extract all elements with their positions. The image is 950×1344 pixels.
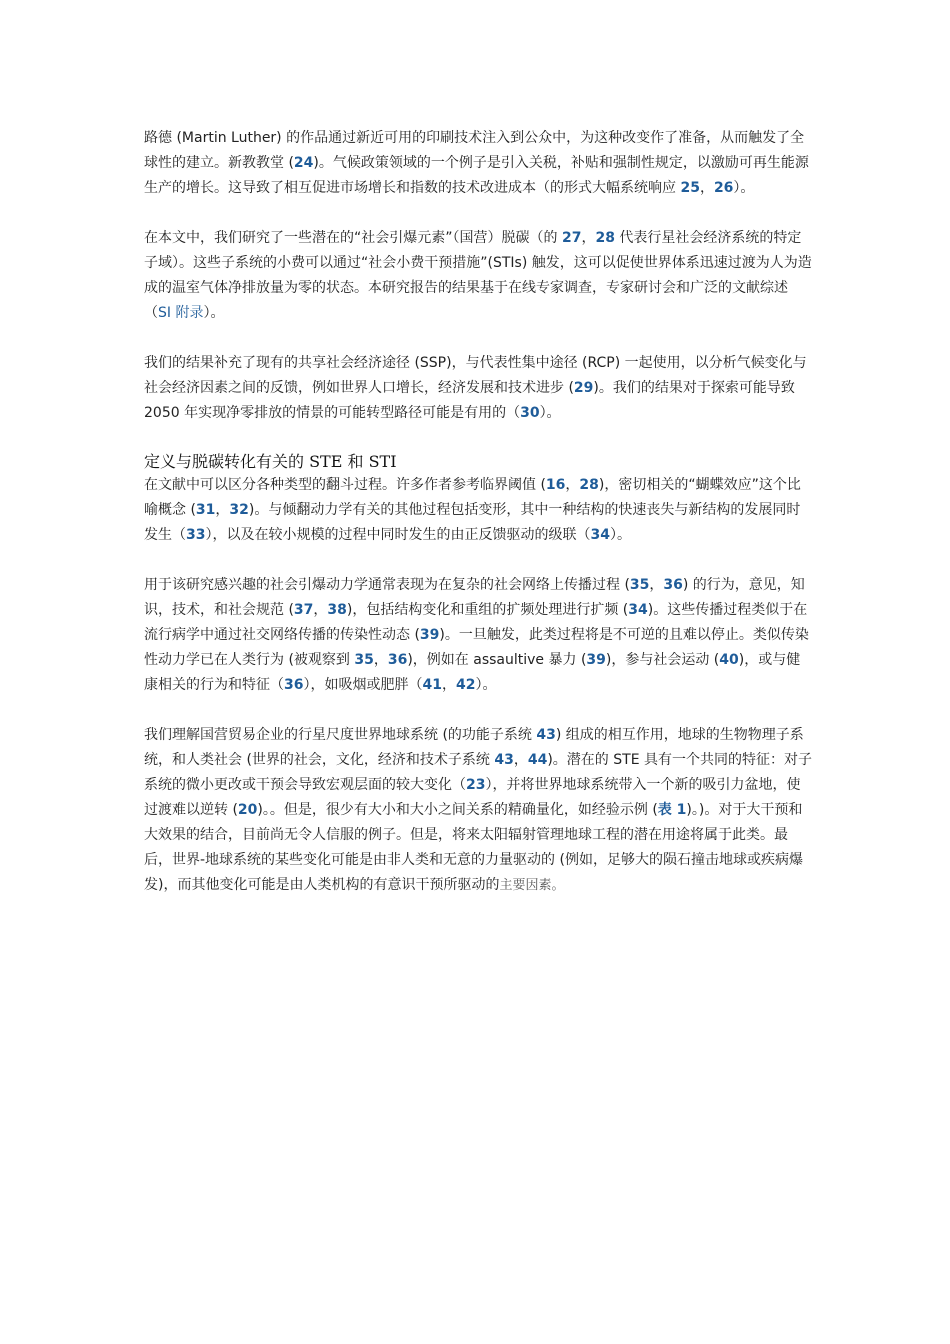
reference-link[interactable]: 34 (628, 602, 648, 618)
paragraph-text: ）。 (609, 527, 631, 543)
reference-link[interactable]: 38 (327, 602, 347, 618)
paragraph-text: ， (581, 230, 596, 246)
paragraph (144, 226, 812, 326)
paragraph-text: 我们的结果补充了现有的共享社会经济途径 (SSP)，与代表性集中途径 (RCP) 一起使用，以分析气候变化与社会经济因素之间的反馈，例如世界人口增长，经济发展和技术进步 ( (144, 355, 807, 396)
reference-link[interactable]: 35 (629, 577, 650, 593)
reference-link[interactable]: 16 (545, 477, 566, 493)
paragraph-text: )。这些传播过程类似于在流行病学中通过社交网络传播的传染性动态 ( (144, 602, 808, 643)
reference-link[interactable]: 25 (680, 180, 700, 196)
paragraph-text: 用于该研究感兴趣的社会引爆动力学通常表现为在复杂的社会网络上传播过程 ( (144, 577, 630, 593)
paragraph-text: )。潜在的 STE 具有一个共同的特征：对子系统的微小更改或干预会导致宏观层面的较大变化（ (144, 752, 812, 793)
paragraph-text: )。气候政策领域的一个例子是引入关税，补贴和强制性规定，以激励可再生能源生产的增长。这导致了相互促进市场增长和指数的技术改进成本（的形式大幅系统响应 (144, 155, 809, 196)
reference-link[interactable]: 37 (293, 602, 314, 618)
intro-section (144, 126, 812, 426)
paragraph-text: ， (649, 577, 664, 593)
paragraph-text: ， (313, 602, 328, 618)
paragraph-text: 我们理解国营贸易企业的行星尺度世界地球系统 (的功能子系统 (144, 727, 537, 743)
si-appendix-link[interactable]: SI 附录 (158, 305, 204, 321)
paragraph-text: )，或与健康相关的行为和特征（ (144, 652, 801, 693)
paragraph-text: ) 的行为，意见，知识，技术，和社会规范 ( (144, 577, 805, 618)
reference-link[interactable]: 39 (419, 627, 440, 643)
article-body (144, 126, 812, 923)
paragraph (144, 723, 812, 898)
paragraph-text: ），如吸烟或肥胖（ (303, 677, 423, 693)
reference-link[interactable]: 35 (354, 652, 374, 668)
definitions-section (144, 473, 812, 898)
reference-link[interactable]: 43 (536, 727, 556, 743)
paragraph-text: )。)。对于大干预和大效果的结合，目前尚无令人信服的例子。但是，将来太阳辐射管理地球工程的潜在用途将属于此类。最后，世界-地球系统的某些变化可能是由非人类和无意的力量驱动的 (例如，足够大的陨石撞击地球或疾病爆发)，而其他变化可能是由人类机构的有意识干预所驱动的 (144, 802, 803, 893)
paragraph-text: )，例如在 assaultive 暴力 ( (407, 652, 587, 668)
paragraph-text: 在文献中可以区分各种类型的翻斗过程。许多作者参考临界阈值 ( (144, 477, 546, 493)
reference-link[interactable]: 32 (229, 502, 249, 518)
paragraph (144, 126, 812, 201)
reference-link[interactable]: 30 (520, 405, 540, 421)
reference-link[interactable]: 28 (595, 230, 615, 246)
paragraph-text: )。与倾翻动力学有关的其他过程包括变形，其中一种结构的快速丧失与新结构的发展同时发生（ (144, 502, 801, 543)
paragraph-text: )，密切相关的“蝴蝶效应”这个比喻概念 ( (144, 477, 801, 518)
paragraph-text: ）。 (203, 305, 225, 321)
paragraph-text: ）。 (539, 405, 561, 421)
reference-link[interactable]: 28 (579, 477, 599, 493)
paragraph-text: ， (215, 502, 230, 518)
reference-link[interactable]: 41 (422, 677, 442, 693)
paragraph-text: ），并将世界地球系统带入一个新的吸引力盆地，使过渡难以逆转 ( (144, 777, 801, 818)
paragraph-text: 主要因素。 (499, 878, 565, 893)
paragraph-text: ， (699, 180, 714, 196)
paragraph-text: )。。但是，很少有大小和大小之间关系的精确量化，如经验示例 ( (257, 802, 658, 818)
reference-link[interactable]: 40 (719, 652, 739, 668)
paragraph-text: )，参与社会运动 ( (605, 652, 720, 668)
reference-link[interactable]: 42 (455, 677, 476, 693)
paragraph (144, 351, 812, 426)
paragraph-text: ， (373, 652, 388, 668)
paragraph-text: )。我们的结果对于探索可能导致 2050 年实现净零排放的情景的可能转型路径可能是有用的（ (144, 380, 795, 421)
paragraph-text: ) 组成的相互作用，地球的生物物理子系统，和人类社会 (世界的社会，文化，经济和技术子系统 (144, 727, 804, 768)
paragraph (144, 573, 812, 698)
reference-link[interactable]: 43 (494, 752, 514, 768)
reference-link[interactable]: 表 1 (657, 802, 687, 818)
reference-link[interactable]: 39 (586, 652, 606, 668)
reference-link[interactable]: 23 (466, 777, 486, 793)
paragraph (144, 473, 812, 548)
paragraph-text: ）。 (733, 180, 755, 196)
paragraph-text: ， (565, 477, 580, 493)
reference-link[interactable]: 36 (387, 652, 408, 668)
paragraph-text: 代表行星社会经济系统的特定子域）。这些子系统的小费可以通过“社会小费干预措施”(STIs) 触发，这可以促使世界体系迅速过渡为人为造成的温室气体净排放量为零的状态。本研究报告的结果基于在线专家调查，专家研讨会和广泛的文献综述（ (144, 230, 812, 321)
reference-link[interactable]: 34 (590, 527, 610, 543)
reference-link[interactable]: 36 (663, 577, 683, 593)
section-heading: 定义与脱碳转化有关的 STE 和 STI (144, 452, 397, 471)
reference-link[interactable]: 24 (293, 155, 314, 171)
reference-link[interactable]: 36 (284, 677, 304, 693)
reference-link[interactable]: 44 (527, 752, 548, 768)
reference-link[interactable]: 26 (713, 180, 734, 196)
reference-link[interactable]: 29 (573, 380, 594, 396)
paragraph-text: ），以及在较小规模的过程中同时发生的由正反馈驱动的级联（ (205, 527, 591, 543)
paragraph-text: )，包括结构变化和重组的扩频处理进行扩频 ( (346, 602, 629, 618)
reference-link[interactable]: 33 (186, 527, 206, 543)
reference-link[interactable]: 27 (561, 230, 582, 246)
paragraph-text: )。一旦触发，此类过程将是不可逆的且难以停止。类似传染性动力学已在人类行为 (被观察到 (144, 627, 809, 668)
paragraph-text: 路德 (Martin Luther) 的作品通过新近可用的印刷技术注入到公众中，为这种改变作了准备，从而触发了全球性的建立。新教教堂 ( (144, 130, 805, 171)
paragraph-text: 在本文中，我们研究了一些潜在的“社会引爆元素”（国营）脱碳（的 (144, 230, 562, 246)
reference-link[interactable]: 20 (237, 802, 258, 818)
reference-link[interactable]: 31 (195, 502, 216, 518)
paragraph-text: ， (513, 752, 528, 768)
paragraph-text: ）。 (475, 677, 497, 693)
paragraph-text: ， (441, 677, 456, 693)
